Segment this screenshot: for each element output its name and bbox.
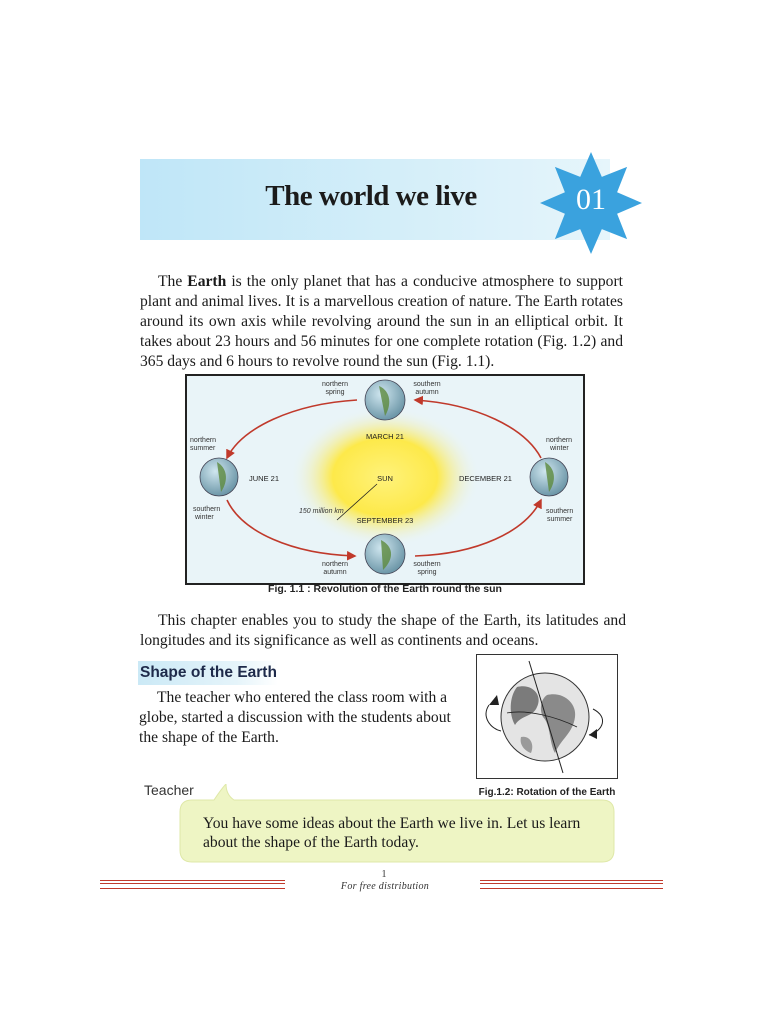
chapter-intro-paragraph: [140, 611, 626, 651]
speaker-label: Teacher: [144, 782, 194, 798]
rotation-arrowhead: [489, 695, 499, 705]
distance-label: 150 million km: [299, 508, 344, 515]
intro-paragraph: [140, 272, 623, 372]
footer-rule-left: [100, 880, 285, 889]
footer-rule-right: [480, 880, 663, 889]
speech-text: You have some ideas about the Earth we live in. Let us learn about the shape of the Earth today.: [203, 815, 581, 851]
date-december: DECEMBER 21: [459, 474, 512, 483]
season-label: southern: [413, 381, 441, 388]
intro-bold-word: Earth: [187, 273, 227, 290]
season-label: southern: [413, 561, 441, 568]
season-label: northern: [546, 437, 573, 444]
earth-globe-icon: [200, 458, 238, 496]
season-label: winter: [195, 514, 214, 521]
chapter-intro-text: This chapter enables you to study the shape of the Earth, its latitudes and longitudes and its significance as well as continents and oceans.: [140, 612, 626, 649]
orbit-figure: [185, 374, 585, 585]
sun-label: SUN: [377, 474, 393, 483]
season-label: autumn: [415, 389, 439, 396]
season-label: spring: [325, 389, 345, 396]
season-label: summer: [547, 516, 573, 523]
footer-text: For free distribution: [340, 881, 430, 892]
section-paragraph-text: The teacher who entered the class room with a globe, started a discussion with the students about the shape of the Earth.: [139, 689, 451, 746]
date-march: MARCH 21: [366, 432, 404, 441]
season-label: southern: [193, 506, 221, 513]
chapter-number: 01: [576, 183, 606, 216]
earth-globe-icon: [530, 458, 568, 496]
rotation-arrowhead: [589, 729, 597, 739]
page-number: 1: [381, 869, 387, 880]
date-september: SEPTEMBER 23: [356, 516, 414, 525]
date-june: JUNE 21: [249, 474, 280, 483]
season-label: summer: [190, 445, 216, 452]
figure-caption-orbit: Fig. 1.1 : Revolution of the Earth round the sun: [268, 583, 502, 595]
intro-text: is the only planet that has a conducive atmosphere to support plant and animal lives. It is a marvellous creation of nature. The Earth rotates around its own axis while revolving around the sun in an elliptical orbit. It takes about 23 hours and 56 minutes for one complete rotation (Fig. 1.2) and 365 days and 6 hours to revolve round the sun (Fig. 1.1).: [140, 273, 623, 370]
season-label: spring: [417, 569, 437, 576]
rotation-figure: [476, 654, 618, 779]
section-heading: Shape of the Earth: [140, 664, 277, 681]
figure-caption-rotation: Fig.1.2: Rotation of the Earth: [478, 787, 616, 798]
chapter-title: The world we live: [265, 180, 477, 212]
earth-globe-icon: [365, 380, 405, 420]
earth-globe-icon: [365, 534, 405, 574]
season-label: northern: [321, 561, 349, 568]
season-label: winter: [550, 445, 569, 452]
season-label: autumn: [323, 569, 347, 576]
season-label: southern: [546, 508, 574, 515]
season-label: northern: [321, 381, 349, 388]
season-label: northern: [190, 437, 217, 444]
intro-lead: The: [158, 273, 188, 290]
section-paragraph: [139, 688, 465, 748]
rotation-arrow-left: [486, 705, 501, 731]
rotating-globe-icon: [501, 673, 589, 761]
